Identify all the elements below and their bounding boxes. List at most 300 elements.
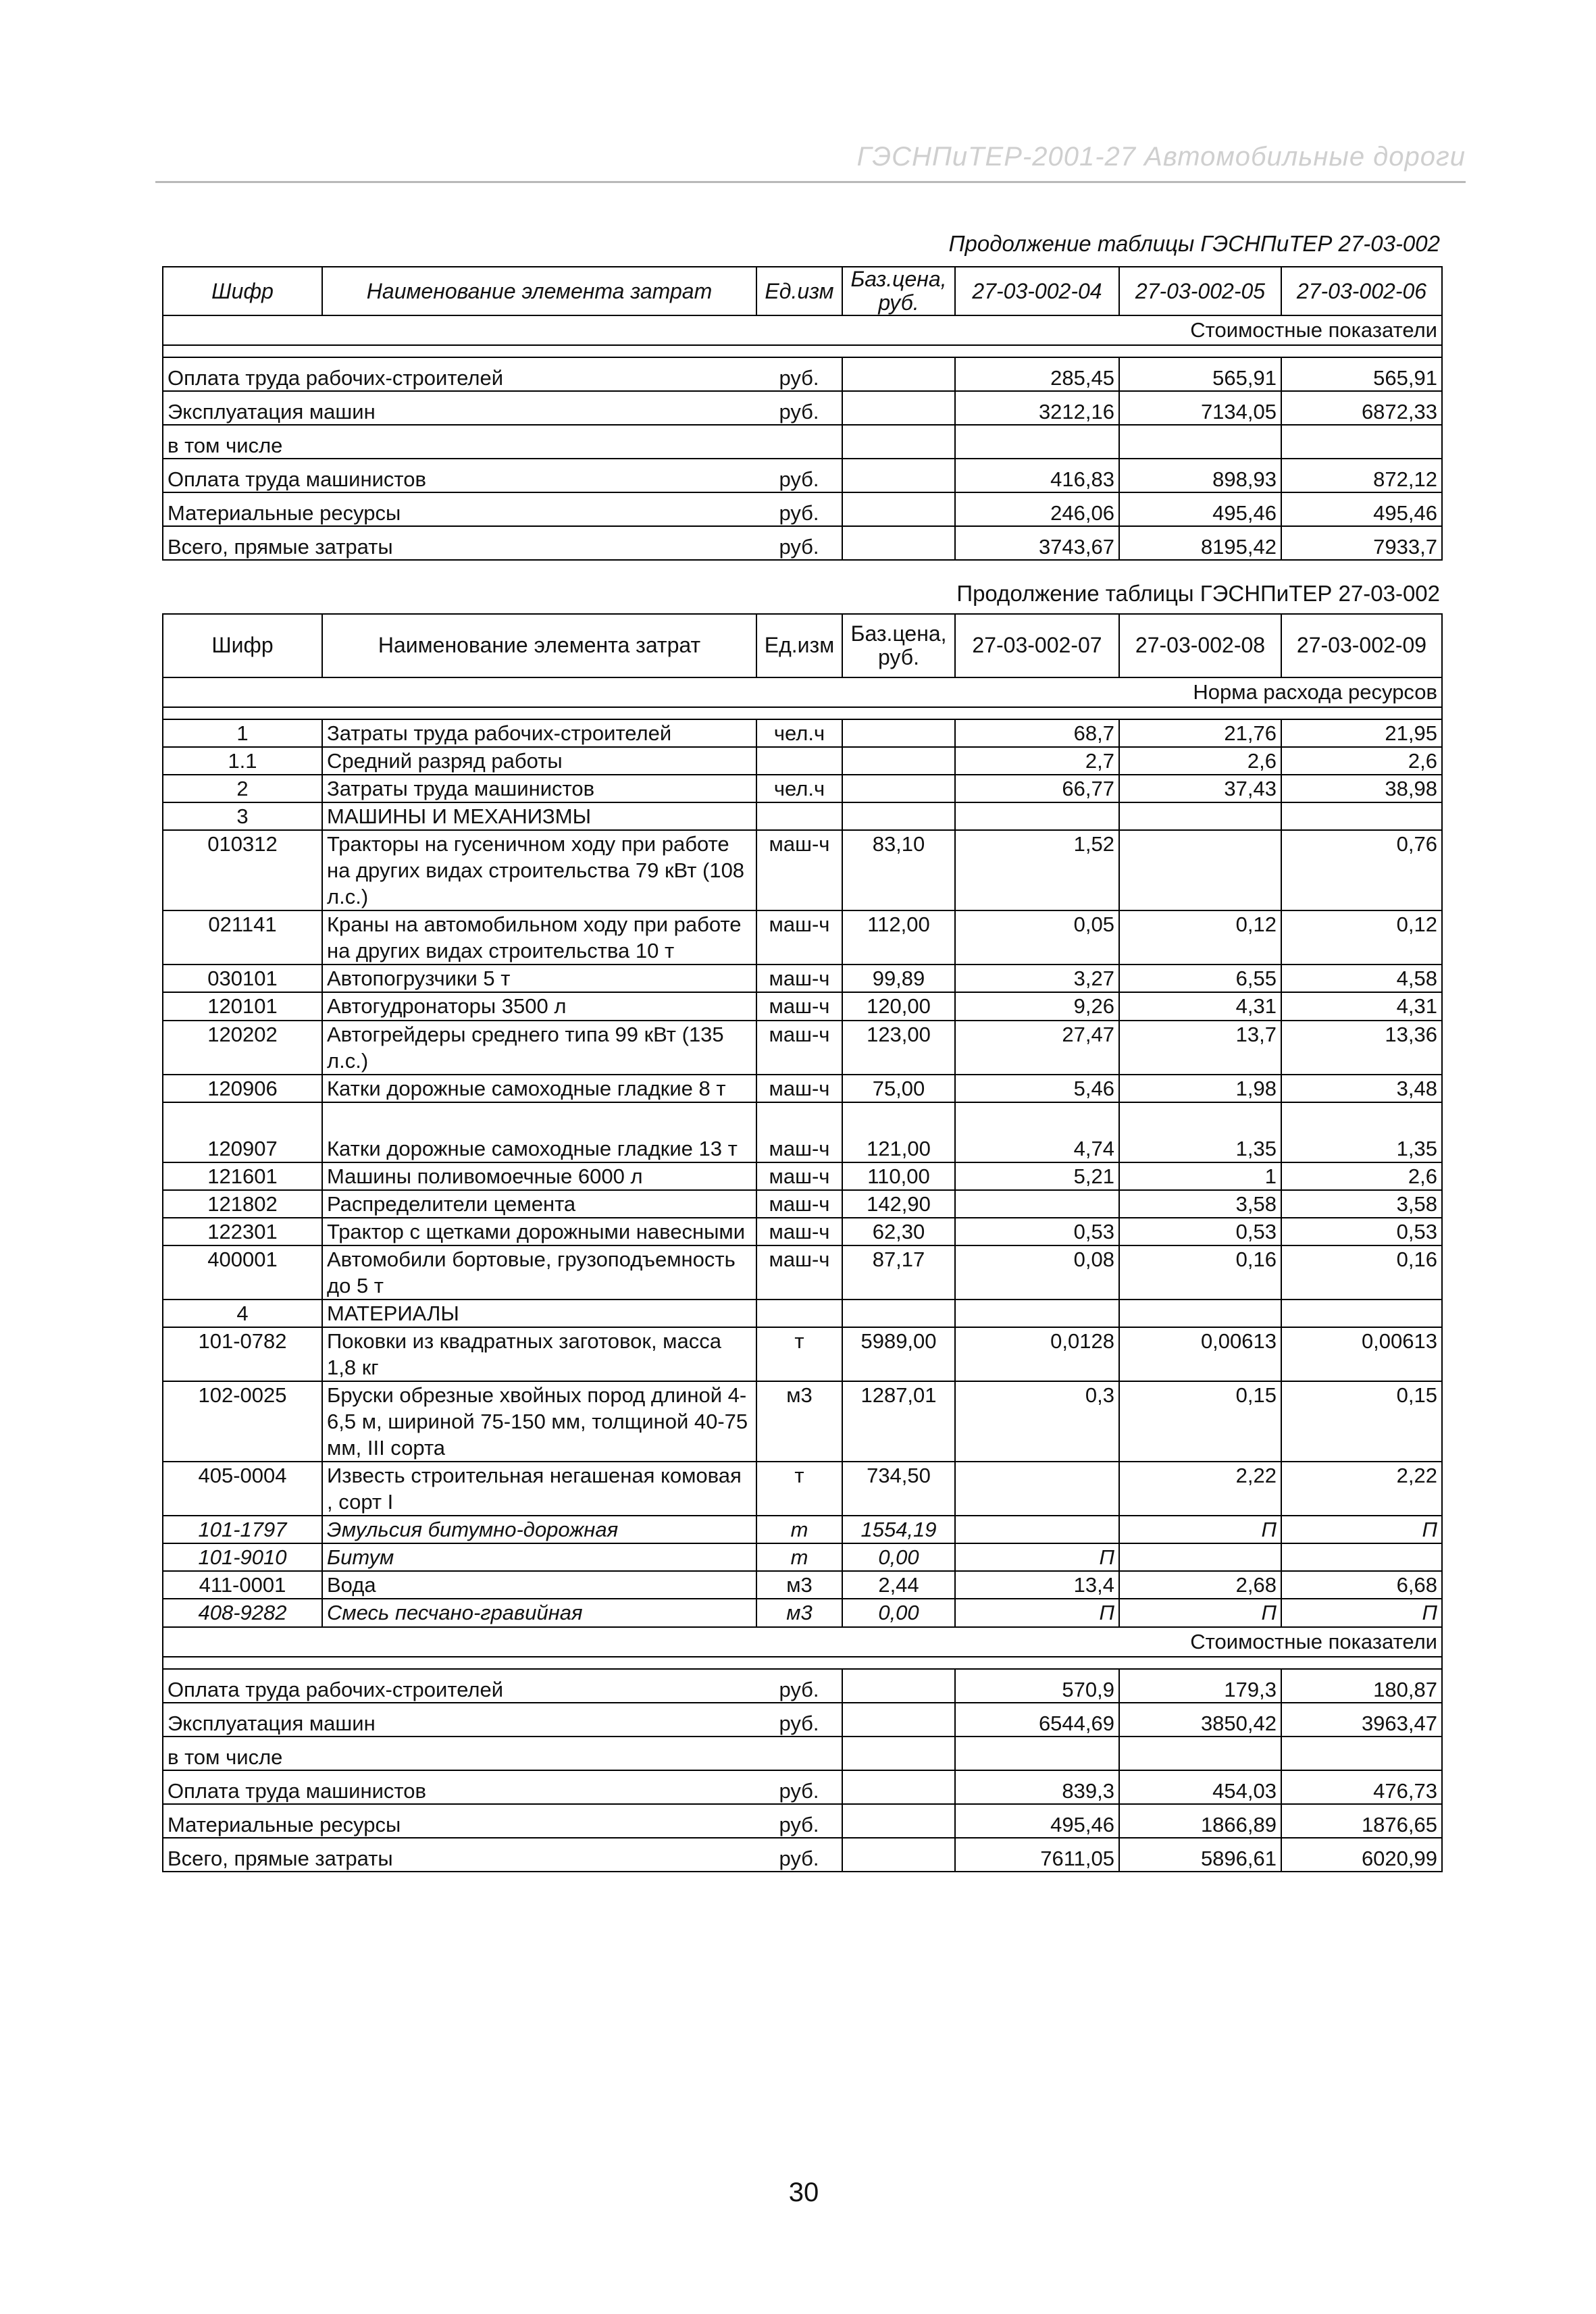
resource-value: 27,47 (955, 1021, 1119, 1075)
total-price-empty (842, 1838, 955, 1872)
resource-value: 13,36 (1281, 1021, 1442, 1075)
resource-value: 2,22 (1119, 1462, 1281, 1516)
resource-unit: т (756, 1516, 842, 1543)
header-col-2: 27-03-002-05 (1119, 267, 1281, 315)
resource-value: 0,12 (1119, 910, 1281, 965)
resource-value: 1,52 (955, 830, 1119, 910)
resource-price: 120,00 (842, 992, 955, 1020)
total-row (163, 391, 1442, 425)
resource-code: 400001 (163, 1245, 322, 1300)
header-code: Шифр (163, 267, 322, 315)
resource-unit: маш-ч (756, 910, 842, 965)
total-price-empty (842, 425, 955, 459)
resource-value: 2,6 (1281, 1162, 1442, 1190)
resource-unit: маш-ч (756, 1218, 842, 1245)
resource-unit: м3 (756, 1571, 842, 1599)
resource-unit: маш-ч (756, 1190, 842, 1218)
resource-value (955, 1462, 1119, 1516)
resource-row (163, 1218, 1442, 1245)
total-unit: руб. (756, 391, 842, 425)
resource-price: 1287,01 (842, 1381, 955, 1462)
resource-code: 405-0004 (163, 1462, 322, 1516)
resource-norm-label: Норма расхода ресурсов (163, 677, 1442, 707)
resource-value (1281, 1300, 1442, 1327)
resource-row (163, 719, 1442, 747)
resource-value: П (955, 1543, 1119, 1571)
resource-row (163, 830, 1442, 910)
resource-unit: маш-ч (756, 1021, 842, 1075)
resource-price (842, 747, 955, 775)
total-row (163, 357, 1442, 391)
resource-name: Средний разряд работы (322, 747, 756, 775)
total-value: 1876,65 (1281, 1804, 1442, 1838)
resource-row (163, 1516, 1442, 1543)
total-label: Материальные ресурсы (163, 492, 756, 526)
total-row (163, 1838, 1442, 1872)
resource-name: Краны на автомобильном ходу при работе на других видах строительства 10 т (322, 910, 756, 965)
resource-price: 75,00 (842, 1075, 955, 1102)
resource-value: 0,53 (1119, 1218, 1281, 1245)
total-price-empty (842, 1703, 955, 1737)
total-row (163, 1804, 1442, 1838)
resource-unit (756, 1300, 842, 1327)
resource-price (842, 775, 955, 802)
resource-code: 010312 (163, 830, 322, 910)
table2-cost-subheader-row (163, 1627, 1442, 1657)
total-label: Оплата труда рабочих-строителей (163, 1669, 756, 1703)
resource-name: Машины поливомоечные 6000 л (322, 1162, 756, 1190)
total-row (163, 526, 1442, 560)
resource-value: 5,21 (955, 1162, 1119, 1190)
total-value: 898,93 (1119, 459, 1281, 492)
resource-name: Вода (322, 1571, 756, 1599)
resource-unit (756, 802, 842, 830)
resource-code: 120202 (163, 1021, 322, 1075)
resource-row (163, 1075, 1442, 1102)
resource-row (163, 802, 1442, 830)
resource-value: 38,98 (1281, 775, 1442, 802)
resource-value (1119, 1300, 1281, 1327)
resource-row (163, 1245, 1442, 1300)
resource-name: Эмульсия битумно-дорожная (322, 1516, 756, 1543)
resource-name: Бруски обрезные хвойных пород длиной 4-6,5 м, шириной 75-150 мм, толщиной 40-75 мм, III сорта (322, 1381, 756, 1462)
resource-name: Затраты труда рабочих-строителей (322, 719, 756, 747)
resource-name: Смесь песчано-гравийная (322, 1599, 756, 1626)
resource-name: Трактор с щетками дорожными навесными (322, 1218, 756, 1245)
total-value (1119, 1737, 1281, 1770)
resource-value: 0,3 (955, 1381, 1119, 1462)
resource-price: 123,00 (842, 1021, 955, 1075)
resource-unit: чел.ч (756, 775, 842, 802)
total-unit: руб. (756, 492, 842, 526)
resource-code: 122301 (163, 1218, 322, 1245)
resource-value: 0,16 (1119, 1245, 1281, 1300)
header-col-1: 27-03-002-04 (955, 267, 1119, 315)
header-unit: Ед.изм (756, 614, 842, 677)
total-label: в том числе (163, 425, 756, 459)
table1-header-row (163, 267, 1442, 315)
resource-price: 83,10 (842, 830, 955, 910)
resource-value: 2,68 (1119, 1571, 1281, 1599)
resource-value: 2,6 (1281, 747, 1442, 775)
total-price-empty (842, 526, 955, 560)
total-price-empty (842, 459, 955, 492)
resource-row (163, 1462, 1442, 1516)
resource-value: 21,76 (1119, 719, 1281, 747)
total-value: 3743,67 (955, 526, 1119, 560)
resource-value: 21,95 (1281, 719, 1442, 747)
cost-table-1 (162, 266, 1443, 561)
total-value: 180,87 (1281, 1669, 1442, 1703)
resource-value (955, 1190, 1119, 1218)
total-unit (756, 1737, 842, 1770)
total-row (163, 425, 1442, 459)
total-price-empty (842, 1669, 955, 1703)
resource-value: 37,43 (1119, 775, 1281, 802)
total-value: 7933,7 (1281, 526, 1442, 560)
total-value: 416,83 (955, 459, 1119, 492)
resource-value (955, 1516, 1119, 1543)
resource-row (163, 965, 1442, 992)
resource-value: 2,7 (955, 747, 1119, 775)
total-value: 839,3 (955, 1770, 1119, 1804)
total-value: 179,3 (1119, 1669, 1281, 1703)
total-price-empty (842, 1804, 955, 1838)
header-code: Шифр (163, 614, 322, 677)
resource-value: 68,7 (955, 719, 1119, 747)
total-price-empty (842, 391, 955, 425)
resource-value: 13,4 (955, 1571, 1119, 1599)
resource-value: 0,15 (1119, 1381, 1281, 1462)
resource-row (163, 1381, 1442, 1462)
resource-code: 121802 (163, 1190, 322, 1218)
resource-price: 62,30 (842, 1218, 955, 1245)
resource-unit: маш-ч (756, 992, 842, 1020)
resource-value: 13,7 (1119, 1021, 1281, 1075)
resource-price: 112,00 (842, 910, 955, 965)
resource-value: П (1119, 1599, 1281, 1626)
resource-unit: маш-ч (756, 830, 842, 910)
resource-value: 6,68 (1281, 1571, 1442, 1599)
resource-value: 0,16 (1281, 1245, 1442, 1300)
resource-unit: маш-ч (756, 1162, 842, 1190)
table1-subheader-row (163, 315, 1442, 345)
resource-value: 0,05 (955, 910, 1119, 965)
resource-value: 4,31 (1119, 992, 1281, 1020)
resource-value: 0,53 (955, 1218, 1119, 1245)
resource-row (163, 747, 1442, 775)
total-value: 570,9 (955, 1669, 1119, 1703)
resource-name: МАШИНЫ И МЕХАНИЗМЫ (322, 802, 756, 830)
total-unit: руб. (756, 526, 842, 560)
total-label: Всего, прямые затраты (163, 526, 756, 560)
resource-value: 5,46 (955, 1075, 1119, 1102)
total-row (163, 1703, 1442, 1737)
total-value (955, 1737, 1119, 1770)
resource-unit: маш-ч (756, 965, 842, 992)
resource-code: 408-9282 (163, 1599, 322, 1626)
total-label: Эксплуатация машин (163, 391, 756, 425)
total-unit: руб. (756, 1838, 842, 1872)
total-unit: руб. (756, 1770, 842, 1804)
total-value: 565,91 (1119, 357, 1281, 391)
resource-row (163, 1327, 1442, 1381)
resource-unit: маш-ч (756, 1245, 842, 1300)
resource-code: 120906 (163, 1075, 322, 1102)
resource-row (163, 1021, 1442, 1075)
resource-unit: маш-ч (756, 1075, 842, 1102)
total-row (163, 1737, 1442, 1770)
header-col-1: 27-03-002-07 (955, 614, 1119, 677)
total-value: 6872,33 (1281, 391, 1442, 425)
resource-row (163, 1300, 1442, 1327)
resource-name: Автомобили бортовые, грузоподъемность до 5 т (322, 1245, 756, 1300)
total-value: 7134,05 (1119, 391, 1281, 425)
total-label: в том числе (163, 1737, 756, 1770)
header-col-3: 27-03-002-09 (1281, 614, 1442, 677)
resource-row (163, 1599, 1442, 1626)
header-rule (155, 181, 1466, 183)
resource-price (842, 802, 955, 830)
resource-price (842, 719, 955, 747)
resource-value: 1,35 (1119, 1102, 1281, 1162)
resource-value: 3,58 (1119, 1190, 1281, 1218)
resource-code: 030101 (163, 965, 322, 992)
resource-name: Распределители цемента (322, 1190, 756, 1218)
total-row (163, 1770, 1442, 1804)
running-header: ГЭСНПиТЕР-2001-27 Автомобильные дороги (856, 142, 1466, 172)
resource-name: Тракторы на гусеничном ходу при работе на других видах строительства 79 кВт (108 л.с.) (322, 830, 756, 910)
resource-unit: т (756, 1462, 842, 1516)
total-value (1119, 425, 1281, 459)
resource-value: 0,53 (1281, 1218, 1442, 1245)
resource-price (842, 1300, 955, 1327)
total-value: 7611,05 (955, 1838, 1119, 1872)
resource-value: 0,12 (1281, 910, 1442, 965)
total-value: 6020,99 (1281, 1838, 1442, 1872)
resource-price: 87,17 (842, 1245, 955, 1300)
header-name: Наименование элемента затрат (322, 614, 756, 677)
resource-name: Затраты труда машинистов (322, 775, 756, 802)
table1-caption: Продолжение таблицы ГЭСНПиТЕР 27-03-002 (948, 231, 1440, 256)
cost-indicators-label: Стоимостные показатели (163, 1627, 1442, 1657)
total-row (163, 1669, 1442, 1703)
total-value (955, 425, 1119, 459)
resource-code: 101-0782 (163, 1327, 322, 1381)
header-unit: Ед.изм (756, 267, 842, 315)
resource-name: Поковки из квадратных заготовок, масса 1,8 кг (322, 1327, 756, 1381)
total-row (163, 492, 1442, 526)
resource-unit: м3 (756, 1599, 842, 1626)
total-label: Всего, прямые затраты (163, 1838, 756, 1872)
total-label: Эксплуатация машин (163, 1703, 756, 1737)
resource-value (1281, 1543, 1442, 1571)
table2-spacer-2 (163, 1657, 1442, 1669)
total-value: 495,46 (955, 1804, 1119, 1838)
resource-unit: т (756, 1543, 842, 1571)
table2-header-row (163, 614, 1442, 677)
resource-code: 121601 (163, 1162, 322, 1190)
header-col-2: 27-03-002-08 (1119, 614, 1281, 677)
total-value: 565,91 (1281, 357, 1442, 391)
resource-unit: чел.ч (756, 719, 842, 747)
total-value: 3963,47 (1281, 1703, 1442, 1737)
total-value (1281, 425, 1442, 459)
resource-value: 2,22 (1281, 1462, 1442, 1516)
resource-row (163, 910, 1442, 965)
resource-code: 4 (163, 1300, 322, 1327)
total-row (163, 459, 1442, 492)
total-price-empty (842, 357, 955, 391)
resource-unit (756, 747, 842, 775)
resource-value: 0,00613 (1119, 1327, 1281, 1381)
resource-code: 1 (163, 719, 322, 747)
resource-code: 120907 (163, 1102, 322, 1162)
resource-code: 021141 (163, 910, 322, 965)
total-value: 285,45 (955, 357, 1119, 391)
total-value: 495,46 (1281, 492, 1442, 526)
resource-row (163, 1543, 1442, 1571)
header-price: Баз.цена, руб. (842, 267, 955, 315)
resource-value: 4,31 (1281, 992, 1442, 1020)
resource-row (163, 1190, 1442, 1218)
resource-value: 4,74 (955, 1102, 1119, 1162)
table2-caption: Продолжение таблицы ГЭСНПиТЕР 27-03-002 (956, 581, 1440, 606)
resource-price: 1554,19 (842, 1516, 955, 1543)
total-unit (756, 425, 842, 459)
resource-code: 3 (163, 802, 322, 830)
resource-price: 5989,00 (842, 1327, 955, 1381)
resource-value: 1 (1119, 1162, 1281, 1190)
total-price-empty (842, 492, 955, 526)
resource-value (1281, 802, 1442, 830)
resource-price: 110,00 (842, 1162, 955, 1190)
total-label: Оплата труда машинистов (163, 1770, 756, 1804)
total-value: 246,06 (955, 492, 1119, 526)
resource-code: 101-9010 (163, 1543, 322, 1571)
resource-value: 6,55 (1119, 965, 1281, 992)
resource-row (163, 1571, 1442, 1599)
cost-table-2 (162, 613, 1443, 1872)
page-number: 30 (788, 2178, 819, 2207)
resource-value: П (955, 1599, 1119, 1626)
resource-value: П (1281, 1516, 1442, 1543)
total-value: 1866,89 (1119, 1804, 1281, 1838)
total-value: 3212,16 (955, 391, 1119, 425)
resource-code: 1.1 (163, 747, 322, 775)
resource-value: 0,08 (955, 1245, 1119, 1300)
resource-value: 0,15 (1281, 1381, 1442, 1462)
resource-value: П (1281, 1599, 1442, 1626)
total-value: 3850,42 (1119, 1703, 1281, 1737)
resource-value (1119, 830, 1281, 910)
resource-value: 4,58 (1281, 965, 1442, 992)
total-value: 8195,42 (1119, 526, 1281, 560)
header-col-3: 27-03-002-06 (1281, 267, 1442, 315)
total-value: 6544,69 (955, 1703, 1119, 1737)
resource-name: Катки дорожные самоходные гладкие 8 т (322, 1075, 756, 1102)
table1-spacer (163, 345, 1442, 357)
total-unit: руб. (756, 459, 842, 492)
total-label: Материальные ресурсы (163, 1804, 756, 1838)
resource-price: 121,00 (842, 1102, 955, 1162)
resource-name: Автогудронаторы 3500 л (322, 992, 756, 1020)
resource-unit: м3 (756, 1381, 842, 1462)
resource-value: 0,00613 (1281, 1327, 1442, 1381)
resource-name: Автогрейдеры среднего типа 99 кВт (135 л.с.) (322, 1021, 756, 1075)
resource-value (1119, 802, 1281, 830)
resource-name: МАТЕРИАЛЫ (322, 1300, 756, 1327)
cost-indicators-label: Стоимостные показатели (163, 315, 1442, 345)
resource-price: 142,90 (842, 1190, 955, 1218)
total-value: 5896,61 (1119, 1838, 1281, 1872)
total-price-empty (842, 1770, 955, 1804)
resource-price: 0,00 (842, 1543, 955, 1571)
resource-row (163, 992, 1442, 1020)
resource-value: 1,35 (1281, 1102, 1442, 1162)
resource-unit: т (756, 1327, 842, 1381)
total-price-empty (842, 1737, 955, 1770)
resource-value: 0,0128 (955, 1327, 1119, 1381)
total-value: 476,73 (1281, 1770, 1442, 1804)
resource-code: 2 (163, 775, 322, 802)
header-name: Наименование элемента затрат (322, 267, 756, 315)
resource-name: Известь строительная негашеная комовая , сорт I (322, 1462, 756, 1516)
resource-value: 66,77 (955, 775, 1119, 802)
total-label: Оплата труда рабочих-строителей (163, 357, 756, 391)
table2-spacer (163, 707, 1442, 719)
resource-code: 101-1797 (163, 1516, 322, 1543)
resource-row (163, 1162, 1442, 1190)
resource-price: 734,50 (842, 1462, 955, 1516)
total-value: 454,03 (1119, 1770, 1281, 1804)
resource-price: 99,89 (842, 965, 955, 992)
resource-name: Автопогрузчики 5 т (322, 965, 756, 992)
resource-price: 2,44 (842, 1571, 955, 1599)
total-value (1281, 1737, 1442, 1770)
resource-value: 3,27 (955, 965, 1119, 992)
resource-value: 0,76 (1281, 830, 1442, 910)
resource-code: 411-0001 (163, 1571, 322, 1599)
resource-value (955, 802, 1119, 830)
total-value: 495,46 (1119, 492, 1281, 526)
total-unit: руб. (756, 1804, 842, 1838)
resource-value: 3,58 (1281, 1190, 1442, 1218)
total-unit: руб. (756, 1669, 842, 1703)
resource-row (163, 775, 1442, 802)
resource-value (955, 1300, 1119, 1327)
resource-price: 0,00 (842, 1599, 955, 1626)
resource-value: П (1119, 1516, 1281, 1543)
resource-code: 102-0025 (163, 1381, 322, 1462)
total-unit: руб. (756, 1703, 842, 1737)
total-unit: руб. (756, 357, 842, 391)
resource-value: 9,26 (955, 992, 1119, 1020)
resource-unit: маш-ч (756, 1102, 842, 1162)
resource-name: Катки дорожные самоходные гладкие 13 т (322, 1102, 756, 1162)
total-value: 872,12 (1281, 459, 1442, 492)
resource-row (163, 1102, 1442, 1162)
resource-value: 3,48 (1281, 1075, 1442, 1102)
resource-name: Битум (322, 1543, 756, 1571)
table2-norm-subheader-row (163, 677, 1442, 707)
resource-value: 1,98 (1119, 1075, 1281, 1102)
header-price: Баз.цена, руб. (842, 614, 955, 677)
total-label: Оплата труда машинистов (163, 459, 756, 492)
resource-value: 2,6 (1119, 747, 1281, 775)
resource-code: 120101 (163, 992, 322, 1020)
resource-value (1119, 1543, 1281, 1571)
